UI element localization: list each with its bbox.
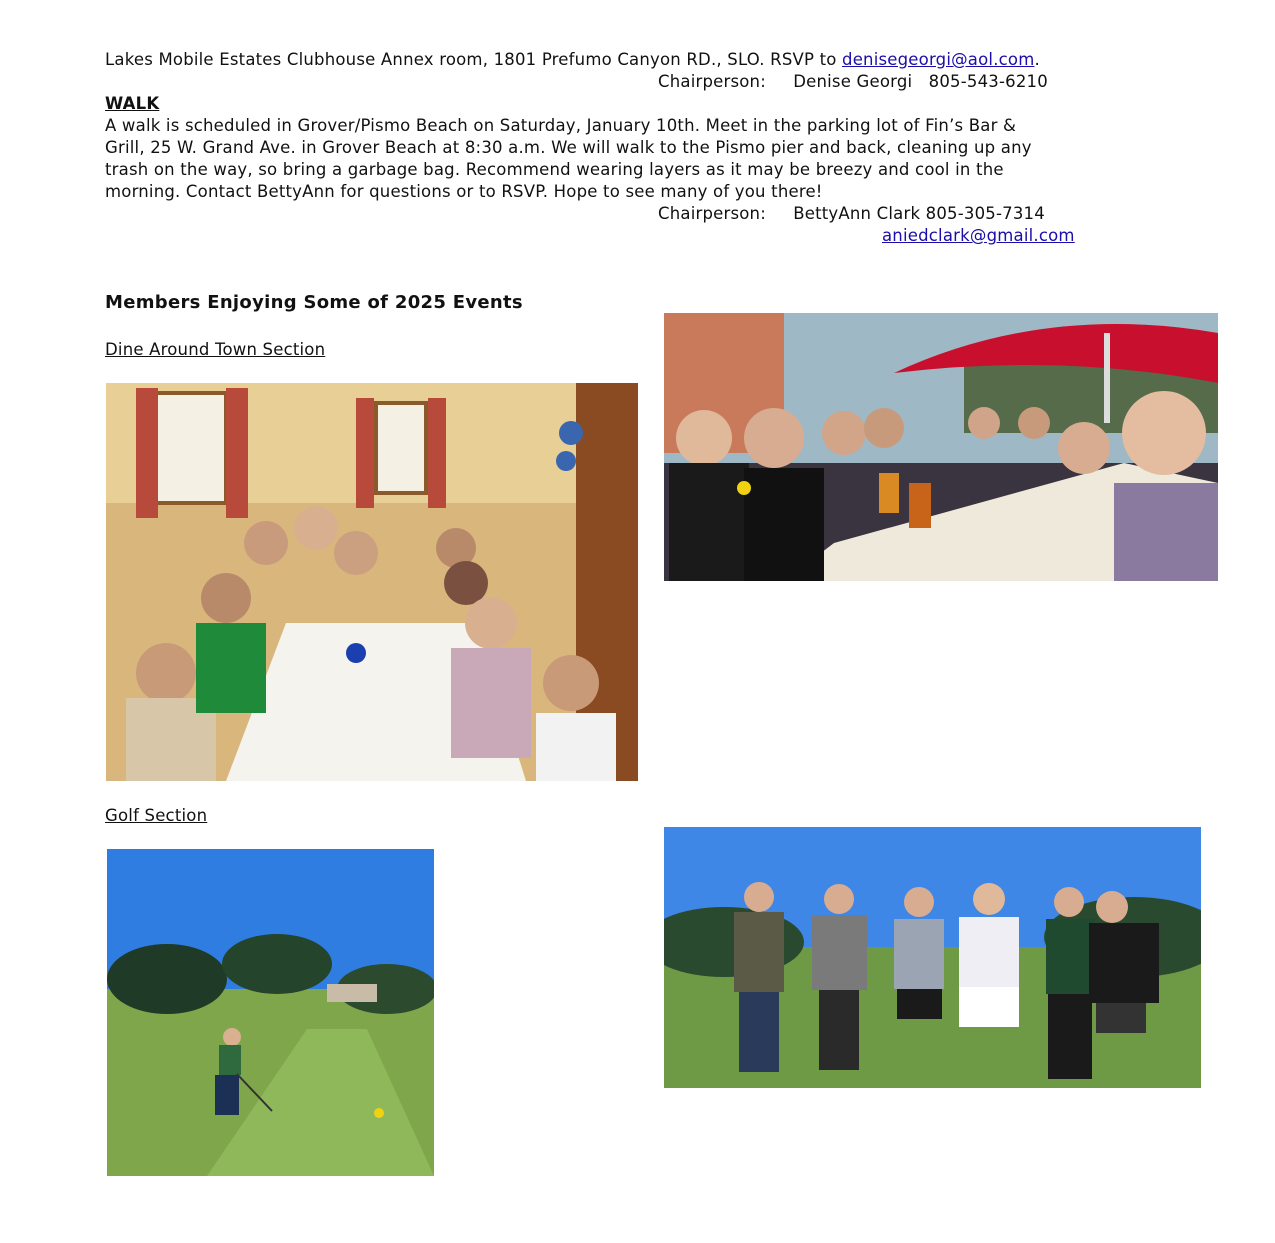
walk-chair-email-link[interactable]: aniedclark@gmail.com: [882, 226, 1075, 245]
walk-chair-label: Chairperson:: [658, 204, 766, 223]
dine-section-label: Dine Around Town Section: [105, 340, 326, 359]
golf-group-photo: [664, 827, 1201, 1088]
walk-chair-name: BettyAnn Clark: [793, 204, 921, 223]
rsvp-email-link[interactable]: denisegeorgi@aol.com: [842, 50, 1035, 69]
walk-chair-line: [658, 204, 1045, 223]
golf-solo-photo: [107, 849, 434, 1176]
dine-outdoor-photo: [664, 313, 1218, 581]
walk-line-4: morning. Contact BettyAnn for questions or to RSVP. Hope to see many of you there!: [105, 182, 823, 201]
rsvp-end: .: [1034, 50, 1040, 69]
meeting-location-text: Lakes Mobile Estates Clubhouse Annex room, 1801 Prefumo Canyon RD., SLO. RSVP to: [105, 50, 843, 69]
chair-label: Chairperson:: [658, 72, 766, 91]
walk-heading: WALK: [105, 94, 160, 113]
chair-name: Denise Georgi: [793, 72, 913, 91]
events-heading: Members Enjoying Some of 2025 Events: [105, 292, 523, 313]
walk-line-1: A walk is scheduled in Grover/Pismo Beach on Saturday, January 10th. Meet in the parking lot of Fin’s Bar &: [105, 116, 1017, 135]
meeting-location-line: [105, 50, 1040, 69]
chair-phone: 805-543-6210: [928, 72, 1048, 91]
golf-section-label: Golf Section: [105, 806, 208, 825]
dine-restaurant-photo: [106, 383, 638, 781]
meeting-chair-line: [658, 72, 1048, 91]
walk-line-2: Grill, 25 W. Grand Ave. in Grover Beach at 8:30 a.m. We will walk to the Pismo pier and back, cleaning up any: [105, 138, 1032, 157]
walk-line-3: trash on the way, so bring a garbage bag. Recommend wearing layers as it may be breezy and cool in the: [105, 160, 1004, 179]
walk-chair-phone: 805-305-7314: [925, 204, 1045, 223]
